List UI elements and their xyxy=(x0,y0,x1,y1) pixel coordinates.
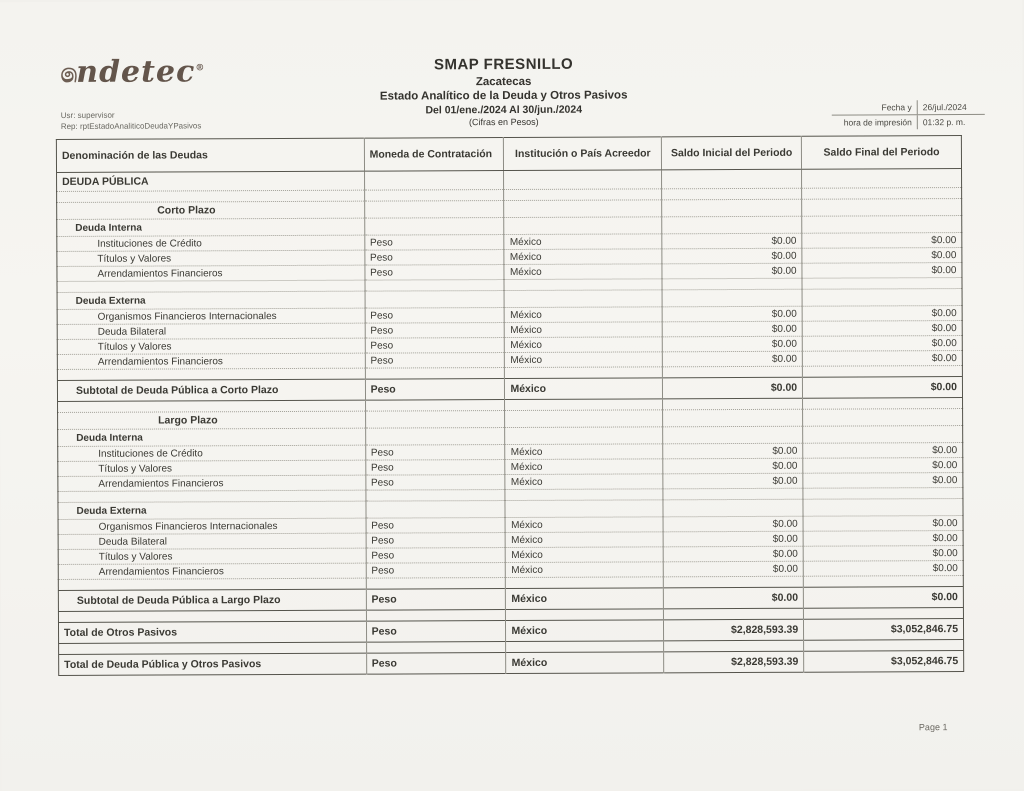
cell-currency: Peso xyxy=(365,338,505,354)
logo-swirl-icon: ෧ xyxy=(60,58,79,89)
cell-final-balance: $0.00 xyxy=(803,531,963,547)
cell-final-balance: $3,052,846.75 xyxy=(804,651,964,673)
cell-currency xyxy=(365,428,505,446)
cell-denomination: Títulos y Valores xyxy=(97,252,172,265)
cell-initial-balance xyxy=(662,199,802,217)
cell-initial-balance xyxy=(664,576,804,588)
print-time-value: 01:32 p. m. xyxy=(922,117,966,128)
cell-denomination: Deuda Externa xyxy=(75,295,146,307)
cell-final-balance: $0.00 xyxy=(802,248,962,264)
cell-denomination: Total de Deuda Pública y Otros Pasivos xyxy=(64,658,262,671)
cell-initial-balance xyxy=(663,499,803,517)
cell-final-balance xyxy=(802,188,962,200)
cell-denomination: Corto Plazo xyxy=(157,204,216,217)
cell-final-balance xyxy=(802,216,962,234)
cell-institution xyxy=(505,410,663,428)
cell-currency: Peso xyxy=(366,563,506,579)
cell-denomination: Subtotal de Deuda Pública a Largo Plazo xyxy=(76,594,281,607)
cell-initial-balance: $0.00 xyxy=(663,351,803,367)
cell-denomination: DEUDA PÚBLICA xyxy=(62,175,149,188)
cell-final-balance: $3,052,846.75 xyxy=(804,619,964,641)
cell-currency: Peso xyxy=(365,323,505,339)
cell-initial-balance: $0.00 xyxy=(663,546,803,562)
cell-denomination: Organismos Financieros Internacionales xyxy=(97,310,277,323)
cell-initial-balance xyxy=(663,398,803,410)
indetec-logo xyxy=(60,54,206,90)
cell-institution: México xyxy=(506,517,664,533)
print-time-row xyxy=(832,114,985,130)
cell-final-balance xyxy=(804,640,964,652)
cell-institution: México xyxy=(505,474,663,490)
cell-initial-balance: $0.00 xyxy=(663,531,803,547)
cell-initial-balance xyxy=(663,409,803,427)
cell-denomination: Deuda Externa xyxy=(76,505,147,517)
cell-initial-balance: $0.00 xyxy=(663,443,803,459)
cell-final-balance: $0.00 xyxy=(802,321,962,337)
cell-currency xyxy=(366,501,506,519)
cell-institution xyxy=(505,489,663,501)
cell-initial-balance: $0.00 xyxy=(663,377,803,399)
cell-final-balance: $0.00 xyxy=(803,473,963,489)
cell-final-balance xyxy=(803,426,963,444)
cell-initial-balance: $0.00 xyxy=(663,473,803,489)
cell-denomination: Instituciones de Crédito xyxy=(98,447,203,460)
print-date-row xyxy=(832,100,985,115)
cell-initial-balance: $0.00 xyxy=(662,248,802,264)
cell-final-balance: $0.00 xyxy=(803,546,963,562)
cell-initial-balance: $0.00 xyxy=(663,516,803,532)
cell-institution: México xyxy=(504,234,662,250)
cell-denomination: Subtotal de Deuda Pública a Corto Plazo xyxy=(75,384,279,397)
cell-currency: Peso xyxy=(365,445,505,461)
cell-currency: Peso xyxy=(366,548,506,564)
cell-final-balance: $0.00 xyxy=(802,306,962,322)
cell-denomination: Títulos y Valores xyxy=(98,550,173,563)
cell-institution: México xyxy=(505,307,663,323)
cell-initial-balance: $2,828,593.39 xyxy=(664,651,804,673)
cell-currency: Peso xyxy=(366,653,506,675)
cell-currency: Peso xyxy=(364,250,504,266)
cell-currency: Peso xyxy=(365,475,505,491)
cell-final-balance: $0.00 xyxy=(802,336,962,352)
cell-currency xyxy=(365,411,505,429)
cell-final-balance: $0.00 xyxy=(803,443,963,459)
cell-final-balance: $0.00 xyxy=(803,561,963,577)
cell-institution: México xyxy=(504,264,662,280)
table-body xyxy=(57,169,964,676)
cell-institution xyxy=(506,641,664,653)
cell-initial-balance xyxy=(663,366,803,378)
cell-institution xyxy=(504,217,662,235)
cell-final-balance: $0.00 xyxy=(802,351,962,367)
cell-denomination: Deuda Bilateral xyxy=(97,326,167,338)
cell-institution: México xyxy=(505,459,663,475)
cell-initial-balance xyxy=(664,608,804,620)
cell-currency xyxy=(364,171,504,191)
user-line: Usr: supervisor xyxy=(60,110,115,120)
cell-final-balance xyxy=(803,366,963,378)
cell-currency xyxy=(366,490,506,502)
cell-currency xyxy=(365,291,505,309)
cell-final-balance xyxy=(802,289,962,307)
cell-currency xyxy=(364,201,504,219)
cell-final-balance: $0.00 xyxy=(803,587,963,609)
cell-currency: Peso xyxy=(364,235,504,251)
table-row xyxy=(59,651,964,676)
cell-institution: México xyxy=(505,337,663,353)
cell-currency xyxy=(365,280,505,292)
print-time-label: hora de impresión xyxy=(832,115,918,129)
subtitle-report-name: Estado Analítico de la Deuda y Otros Pasivos xyxy=(379,89,628,103)
cell-denomination: Títulos y Valores xyxy=(97,340,172,353)
cell-institution: México xyxy=(506,588,664,610)
cell-denomination: Largo Plazo xyxy=(158,414,218,427)
cell-institution xyxy=(505,290,663,308)
cell-currency xyxy=(364,218,504,236)
cell-institution xyxy=(504,200,662,218)
cell-final-balance: $0.00 xyxy=(803,458,963,474)
cell-initial-balance: $2,828,593.39 xyxy=(664,619,804,641)
cell-initial-balance xyxy=(663,426,803,444)
cell-denomination: Organismos Financieros Internacionales xyxy=(98,520,278,533)
cell-currency xyxy=(366,610,506,622)
col-header-currency: Moneda de Contratación xyxy=(364,138,504,172)
cell-denomination: Arrendamientos Financieros xyxy=(98,477,224,490)
cell-institution: México xyxy=(506,532,664,548)
cell-institution: México xyxy=(505,352,663,368)
cell-institution: México xyxy=(506,562,664,578)
print-date-label: Fecha y xyxy=(832,100,918,114)
cell-final-balance: $0.00 xyxy=(802,233,962,249)
cell-institution xyxy=(504,189,662,201)
title-block xyxy=(269,55,739,129)
report-meta xyxy=(61,109,202,132)
cell-initial-balance: $0.00 xyxy=(662,263,802,279)
cell-currency xyxy=(366,642,506,654)
cell-final-balance xyxy=(802,169,962,189)
cell-initial-balance: $0.00 xyxy=(664,561,804,577)
cell-denomination: Instituciones de Crédito xyxy=(97,237,202,250)
cell-currency xyxy=(366,578,506,590)
cell-final-balance xyxy=(803,409,963,427)
debt-report-table xyxy=(56,135,964,676)
cell-final-balance xyxy=(802,199,962,217)
header-row xyxy=(56,136,961,173)
table-header xyxy=(56,136,961,173)
cell-denomination: Arrendamientos Financieros xyxy=(97,355,223,368)
cell-initial-balance xyxy=(662,188,802,200)
cell-currency: Peso xyxy=(365,308,505,324)
cell-final-balance xyxy=(804,608,964,620)
cell-final-balance: $0.00 xyxy=(803,516,963,532)
cell-institution: México xyxy=(506,652,664,674)
cell-initial-balance: $0.00 xyxy=(662,306,802,322)
cell-institution xyxy=(505,367,663,379)
col-header-institution: Institución o País Acreedor xyxy=(504,137,662,171)
cell-currency: Peso xyxy=(366,518,506,534)
cell-currency: Peso xyxy=(366,621,506,643)
cell-final-balance: $0.00 xyxy=(802,263,962,279)
cell-denomination: Total de Otros Pasivos xyxy=(64,626,178,639)
subtitle-state: Zacatecas xyxy=(475,75,532,88)
cell-institution: México xyxy=(504,249,662,265)
cell-institution: México xyxy=(506,547,664,563)
cell-initial-balance xyxy=(663,488,803,500)
cell-currency: Peso xyxy=(365,353,505,369)
cell-institution xyxy=(505,427,663,445)
cell-institution xyxy=(504,170,662,190)
cell-institution xyxy=(505,399,663,411)
cell-currency xyxy=(365,400,505,412)
cell-final-balance xyxy=(803,488,963,500)
page-title: SMAP FRESNILLO xyxy=(433,55,574,74)
cell-initial-balance xyxy=(662,278,802,290)
subtitle-units: (Cifras en Pesos) xyxy=(469,116,539,127)
cell-final-balance xyxy=(803,398,963,410)
cell-denomination: Deuda Interna xyxy=(75,222,142,234)
cell-initial-balance: $0.00 xyxy=(663,336,803,352)
cell-currency: Peso xyxy=(365,265,505,281)
cell-currency: Peso xyxy=(365,460,505,476)
cell-currency: Peso xyxy=(366,533,506,549)
cell-denomination: Arrendamientos Financieros xyxy=(98,565,224,578)
report-header xyxy=(0,0,1023,138)
cell-institution xyxy=(506,577,664,589)
page-number: Page 1 xyxy=(918,722,948,733)
cell-initial-balance: $0.00 xyxy=(664,587,804,609)
cell-denomination: Deuda Bilateral xyxy=(98,536,168,548)
print-date-value: 26/jul./2024 xyxy=(922,102,967,113)
cell-institution: México xyxy=(505,378,663,400)
cell-initial-balance xyxy=(662,216,802,234)
cell-denomination: Arrendamientos Financieros xyxy=(97,267,223,280)
cell-institution xyxy=(506,609,664,621)
cell-institution xyxy=(504,279,662,291)
cell-initial-balance: $0.00 xyxy=(662,321,802,337)
cell-final-balance xyxy=(803,576,963,588)
cell-denomination: Títulos y Valores xyxy=(98,462,173,475)
report-line: Rep: rptEstadoAnaliticoDeudaYPasivos xyxy=(60,121,202,131)
cell-final-balance xyxy=(803,499,963,517)
cell-institution xyxy=(505,500,663,518)
cell-final-balance: $0.00 xyxy=(803,377,963,399)
col-header-denomination: Denominación de las Deudas xyxy=(56,138,364,172)
cell-currency: Peso xyxy=(366,589,506,611)
cell-initial-balance: $0.00 xyxy=(663,458,803,474)
cell-institution: México xyxy=(505,444,663,460)
cell-institution: México xyxy=(505,322,663,338)
cell-denomination: Deuda Interna xyxy=(76,432,143,444)
cell-currency xyxy=(365,368,505,380)
cell-institution: México xyxy=(506,620,664,642)
cell-currency xyxy=(364,190,504,202)
subtitle-period: Del 01/ene./2024 Al 30/jun./2024 xyxy=(425,103,583,116)
cell-initial-balance xyxy=(662,169,802,189)
col-header-final-balance: Saldo Final del Periodo xyxy=(802,136,962,170)
logo-registered-mark: ® xyxy=(195,63,206,74)
cell-initial-balance xyxy=(664,640,804,652)
cell-currency: Peso xyxy=(365,379,505,401)
print-datetime-box xyxy=(832,100,985,130)
cell-initial-balance xyxy=(662,289,802,307)
col-header-initial-balance: Saldo Inicial del Periodo xyxy=(662,136,802,170)
logo-text: ndetec xyxy=(76,54,196,90)
cell-initial-balance: $0.00 xyxy=(662,233,802,249)
cell-final-balance xyxy=(802,278,962,290)
